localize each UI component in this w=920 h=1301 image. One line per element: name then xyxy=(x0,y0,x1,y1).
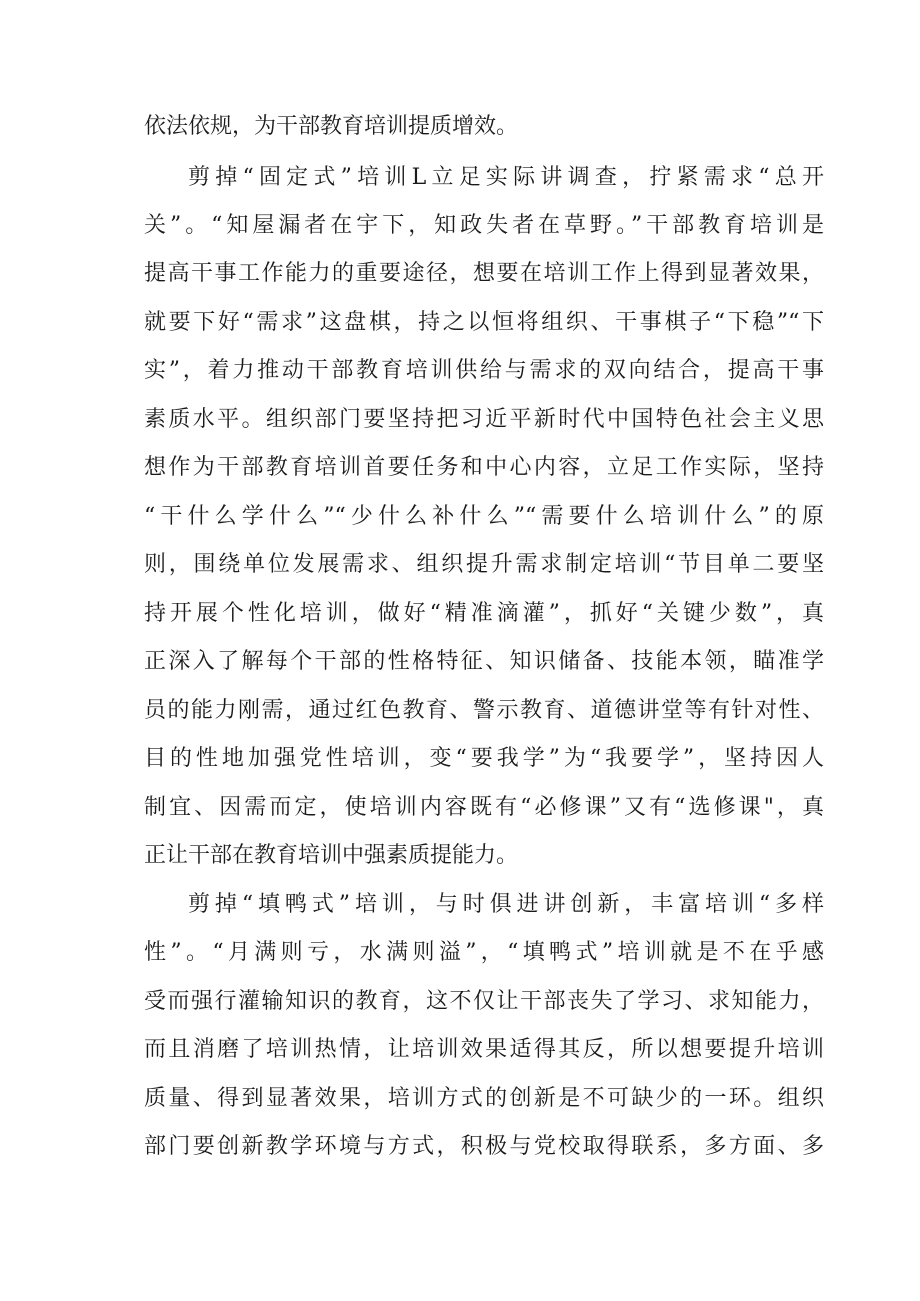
text-line: 素质水平。组织部门要坚持把习近平新时代中国特色社会主义思 xyxy=(144,407,824,432)
text-line: 依法依规，为干部教育培训提质增效。 xyxy=(144,114,519,139)
text-line: 受而强行灌输知识的教育，这不仅让干部丧失了学习、求知能力， xyxy=(144,989,824,1014)
text-line: 正深入了解每个干部的性格特征、知识储备、技能本领，瞄准学 xyxy=(144,649,824,674)
text-line: 制宜、因需而定，使培训内容既有“必修课”又有“选修课"，真 xyxy=(144,795,824,820)
text-line: 性”。“月满则亏，水满则溢”，“填鸭式”培训就是不在乎感 xyxy=(144,940,824,965)
text-line: 而且消磨了培训热情，让培训效果适得其反，所以想要提升培训 xyxy=(144,1037,824,1062)
text-line: 持开展个性化培训，做好“精准滴灌”，抓好“关键少数”，真 xyxy=(144,601,824,626)
text-line: 想作为干部教育培训首要任务和中心内容，立足工作实际，坚持 xyxy=(144,455,824,480)
text-line: 则，围绕单位发展需求、组织提升需求制定培训“节目单二要坚 xyxy=(144,552,824,577)
text-line: 实”，着力推动干部教育培训供给与需求的双向结合，提高干事 xyxy=(144,358,824,383)
text-line: “干什么学什么”“少什么补什么”“需要什么培训什么”的原 xyxy=(144,504,824,529)
text-line: 部门要创新教学环境与方式，积极与党校取得联系，多方面、多 xyxy=(144,1134,824,1159)
text-line: 员的能力刚需，通过红色教育、警示教育、道德讲堂等有针对性、 xyxy=(144,698,824,723)
text-line: 关”。“知屋漏者在宇下，知政失者在草野。”干部教育培训是 xyxy=(144,213,824,238)
text-line: 提高干事工作能力的重要途径，想要在培训工作上得到显著效果， xyxy=(144,261,824,286)
text-line: 剪掉“固定式”培训L立足实际讲调查，拧紧需求“总开 xyxy=(188,165,824,190)
text-line: 就要下好“需求”这盘棋，持之以恒将组织、干事棋子“下稳”“下 xyxy=(144,310,824,335)
text-line: 剪掉“填鸭式”培训，与时俱进讲创新，丰富培训“多样 xyxy=(188,892,824,917)
text-line: 质量、得到显著效果，培训方式的创新是不可缺少的一环。组织 xyxy=(144,1086,824,1111)
text-line: 正让干部在教育培训中强素质提能力。 xyxy=(144,843,519,868)
text-line: 目的性地加强党性培训，变“要我学”为“我要学”，坚持因人 xyxy=(144,746,824,771)
